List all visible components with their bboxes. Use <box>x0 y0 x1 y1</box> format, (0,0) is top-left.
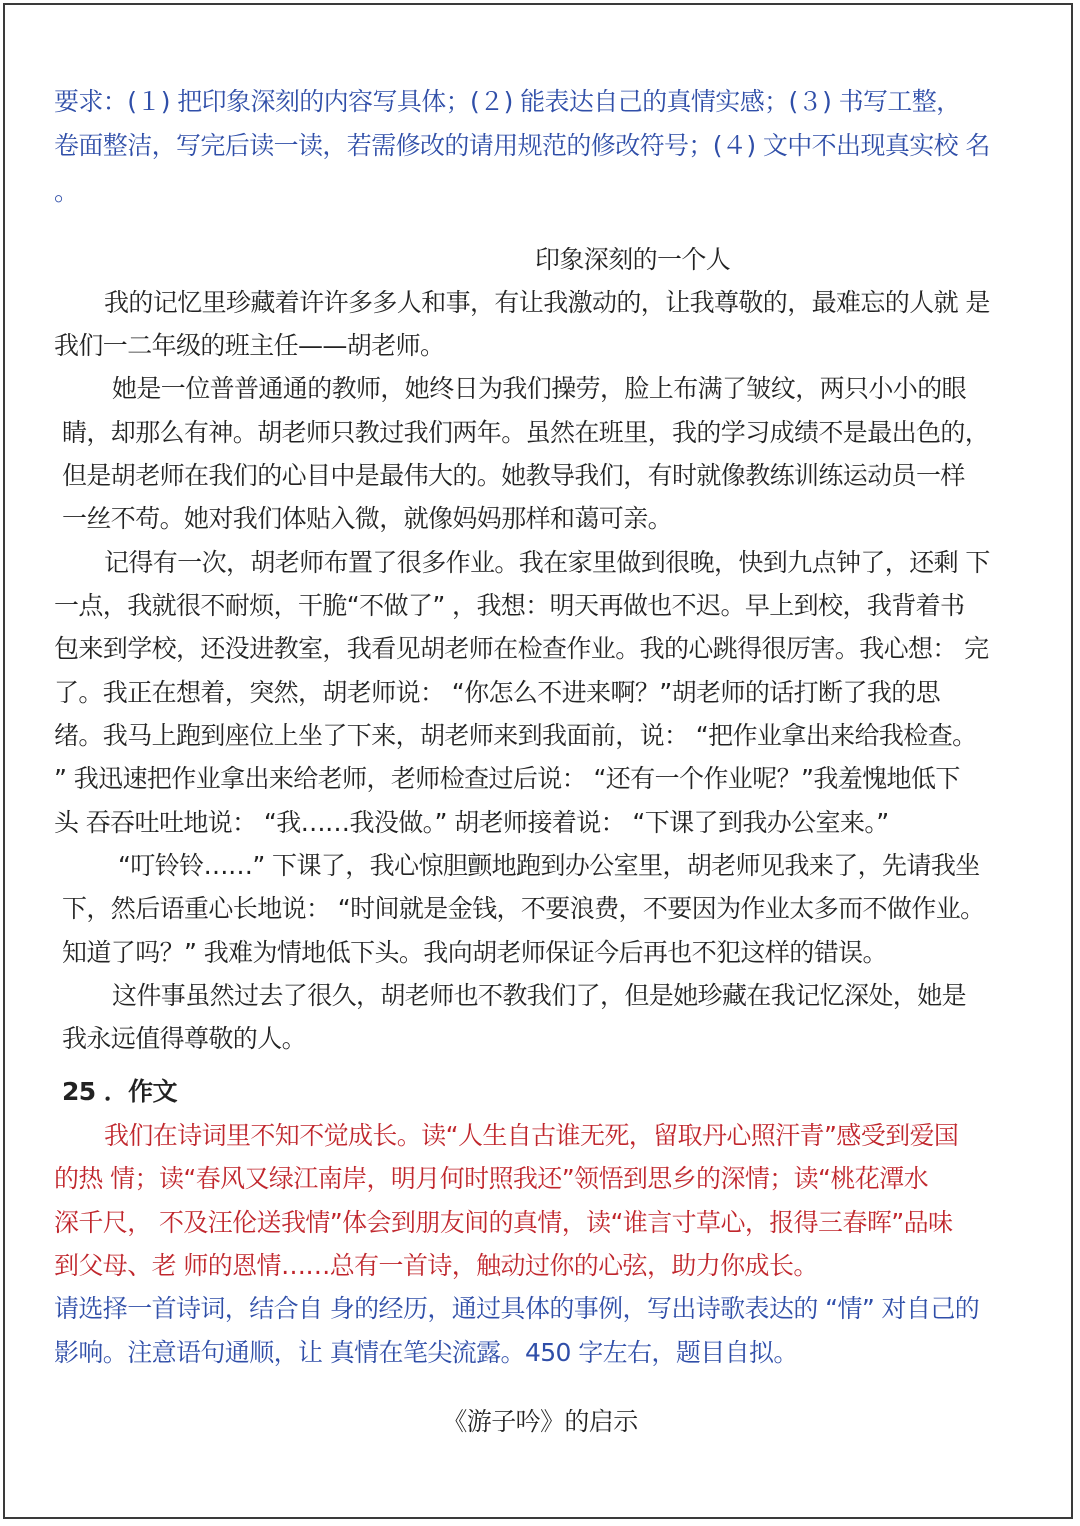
essay-line: 绪。我马上跑到座位上坐了下来，胡老师来到我面前，说： “把作业拿出来给我检查。 <box>54 721 977 750</box>
essay-line: “叮铃铃……” 下课了，我心惊胆颤地跑到办公室里，胡老师见我来了，先请我坐 <box>118 851 980 880</box>
prompt-line: 我们在诗词里不知不觉成长。读“人生自古谁无死，留取丹心照汗青”感受到爱国 <box>104 1121 959 1150</box>
essay-line: 记得有一次，胡老师布置了很多作业。我在家里做到很晚，快到九点钟了，还剩 下 <box>104 548 990 577</box>
essay-line: 这件事虽然过去了很久，胡老师也不教我们了，但是她珍藏在我记忆深处，她是 <box>112 981 967 1010</box>
essay-line: 我的记忆里珍藏着许许多多人和事，有让我激动的，让我尊敬的，最难忘的人就 是 <box>104 288 990 317</box>
instruction-line: 影响。注意语句通顺，让 真情在笔尖流露。450 字左右，题目自拟。 <box>54 1338 798 1367</box>
requirements-line: 要求：(１) 把印象深刻的内容写具体；(２) 能表达自己的真情实感；(３) 书写工整， <box>54 87 961 116</box>
essay-line: 我们一二年级的班主任——胡老师。 <box>54 331 445 360</box>
question-heading: 25 ．作文 <box>62 1077 177 1106</box>
prompt-line: 深千尺， 不及汪伦送我情”体会到朋友间的真情，读“谁言寸草心，报得三春晖”品味 <box>54 1208 953 1237</box>
essay-line: 头 吞吞吐吐地说： “我……我没做。” 胡老师接着说： “下课了到我办公室来。” <box>54 808 889 837</box>
essay-line: 睛，却那么有神。胡老师只教过我们两年。虽然在班里，我的学习成绩不是最出色的， <box>62 418 990 447</box>
essay-title: 《游子吟》的启示 <box>442 1407 638 1436</box>
essay-title: 印象深刻的一个人 <box>535 245 731 274</box>
essay-line: 一点，我就很不耐烦，干脆“不做了” ，我想：明天再做也不迟。早上到校，我背着书 <box>54 591 965 620</box>
requirements-line: 。 <box>54 177 79 206</box>
essay-line: 但是胡老师在我们的心目中是最伟大的。她教导我们，有时就像教练训练运动员一样 <box>62 461 965 490</box>
essay-line: ” 我迅速把作业拿出来给老师，老师检查过后说： “还有一个作业呢？”我羞愧地低下 <box>54 764 960 793</box>
essay-line: 下，然后语重心长地说： “时间就是金钱，不要浪费，不要因为作业太多而不做作业。 <box>62 894 985 923</box>
essay-line: 她是一位普普通通的教师，她终日为我们操劳，脸上布满了皱纹，两只小小的眼 <box>112 374 967 403</box>
requirements-line: 卷面整洁，写完后读一读，若需修改的请用规范的修改符号；(４) 文中不出现真实校 名 <box>54 131 990 160</box>
essay-line: 我永远值得尊敬的人。 <box>62 1024 307 1053</box>
instruction-line: 请选择一首诗词，结合自 身的经历，通过具体的事例，写出诗歌表达的 “情” 对自己的 <box>54 1294 980 1323</box>
essay-line: 了。我正在想着，突然，胡老师说： “你怎么不进来啊？”胡老师的话打断了我的思 <box>54 678 941 707</box>
essay-line: 知道了吗？” 我难为情地低下头。我向胡老师保证今后再也不犯这样的错误。 <box>62 938 887 967</box>
essay-line: 包来到学校，还没进教室，我看见胡老师在检查作业。我的心跳得很厉害。我心想： 完 <box>54 634 989 663</box>
essay-line: 一丝不苟。她对我们体贴入微，就像妈妈那样和蔼可亲。 <box>62 504 673 533</box>
prompt-line: 到父母、老 师的恩情……总有一首诗，触动过你的心弦，助力你成长。 <box>54 1251 818 1280</box>
prompt-line: 的热 情；读“春风又绿江南岸，明月何时照我还”领悟到思乡的深情；读“桃花潭水 <box>54 1164 929 1193</box>
